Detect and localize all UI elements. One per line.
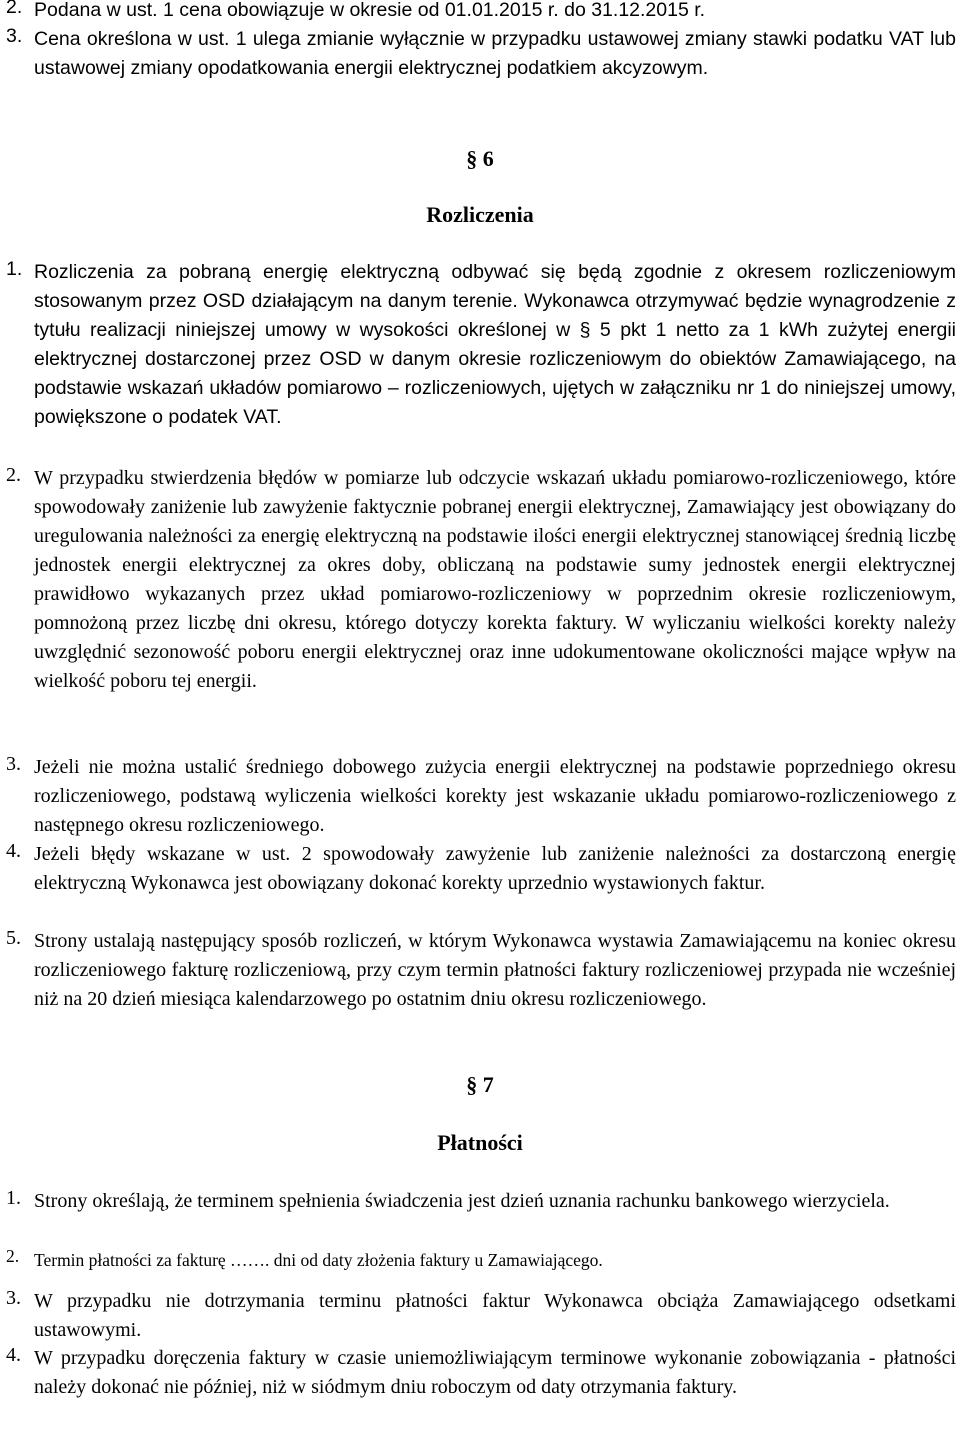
item-text: W przypadku nie dotrzymania terminu płatności faktur Wykonawca obciąża Zamawiającego odsetkami ustawowymi. <box>34 1290 956 1341</box>
item-text: Jeżeli nie można ustalić średniego dobowego zużycia energii elektrycznej na podstawie poprzedniego okresu rozliczeniowego, podstawą wyliczenia wielkości korekty jest wskazanie układu pomiarowo-rozliczeniowego z następnego okresu rozliczeniowego. <box>34 756 956 836</box>
item-text: Jeżeli błędy wskazane w ust. 2 spowodowały zawyżenie lub zaniżenie należności za dostarczoną energię elektryczną Wykonawca jest obowiązany dokonać korekty uprzednio wystawionych faktur. <box>34 843 956 894</box>
item-number: 2. <box>6 1246 20 1266</box>
item-text: Strony określają, że terminem spełnienia świadczenia jest dzień uznania rachunku bankowego wierzyciela. <box>34 1190 890 1212</box>
list-item <box>0 1246 956 1275</box>
item-number: 1. <box>6 1187 21 1209</box>
item-number: 4. <box>6 840 21 862</box>
list-item <box>0 753 956 840</box>
item-number: 2. <box>6 464 21 486</box>
section-title: Rozliczenia <box>426 202 534 227</box>
list-item <box>0 1287 956 1345</box>
list-item <box>0 1187 956 1216</box>
list-item <box>0 1344 956 1402</box>
item-number: 2. <box>6 0 23 18</box>
item-number: 3. <box>6 25 23 47</box>
item-number: 3. <box>6 753 21 775</box>
section-title: Płatności <box>437 1130 523 1155</box>
item-number: 1. <box>6 258 23 280</box>
item-text: Podana w ust. 1 cena obowiązuje w okresie od 01.01.2015 r. do 31.12.2015 r. <box>34 0 706 21</box>
item-text: W przypadku doręczenia faktury w czasie uniemożliwiającym terminowe wykonanie zobowiązania - płatności należy dokonać nie później, niż w siódmym dniu roboczym od daty otrzymania faktury. <box>34 1347 956 1398</box>
list-item <box>0 927 956 1014</box>
list-item <box>0 0 956 25</box>
section-mark: § 7 <box>466 1072 494 1097</box>
list-item <box>0 25 956 83</box>
item-number: 5. <box>6 927 21 949</box>
list-item <box>0 258 956 432</box>
item-text: Cena określona w ust. 1 ulega zmianie wyłącznie w przypadku ustawowej zmiany stawki podatku VAT lub ustawowej zmiany opodatkowania energii elektrycznej podatkiem akcyzowym. <box>34 28 956 79</box>
item-number: 4. <box>6 1344 21 1366</box>
item-number: 3. <box>6 1287 21 1309</box>
list-item <box>0 840 956 898</box>
section-mark: § 6 <box>466 146 494 171</box>
item-text: Rozliczenia za pobraną energię elektryczną odbywać się będą zgodnie z okresem rozliczeniowym stosowanym przez OSD działającym na danym terenie. Wykonawca otrzymywać będzie wynagrodzenie z tytułu realizacji niniejszej umowy w wysokości określonej w § 5 pkt 1 netto za 1 kWh zużytej energii elektrycznej dostarczonej przez OSD w danym okresie rozliczeniowym do obiektów Zamawiającego, na podstawie wskazań układów pomiarowo – rozliczeniowych, ujętych w załączniku nr 1 do niniejszej umowy, powiększone o podatek VAT. <box>34 261 956 428</box>
item-text: W przypadku stwierdzenia błędów w pomiarze lub odczycie wskazań układu pomiarowo-rozliczeniowego, które spowodowały zaniżenie lub zawyżenie faktycznie pobranej energii elektrycznej, Zamawiający jest obowiązany do uregulowania należności za energię elektryczną na podstawie ilości energii elektrycznej stanowiącej średnią liczbę jednostek energii elektrycznej za okres doby, obliczaną na podstawie sumy jednostek energii elektrycznej prawidłowo wykazanych przez układ pomiarowo-rozliczeniowy w poprzednim okresie rozliczeniowym, pomnożoną przez liczbę dni okresu, którego dotyczy korekta faktury. W wyliczaniu wielkości korekty należy uwzględnić sezonowość poboru energii elektrycznej oraz inne udokumentowane okoliczności mające wpływ na wielkość poboru tej energii. <box>34 467 956 692</box>
item-text: Strony ustalają następujący sposób rozliczeń, w którym Wykonawca wystawia Zamawiającemu na koniec okresu rozliczeniowego fakturę rozliczeniową, przy czym termin płatności faktury rozliczeniowej przypada nie wcześniej niż na 20 dzień miesiąca kalendarzowego po ostatnim dniu okresu rozliczeniowego. <box>34 930 956 1010</box>
list-item <box>0 464 956 696</box>
item-text: Termin płatności za fakturę ……. dni od daty złożenia faktury u Zamawiającego. <box>34 1250 603 1270</box>
